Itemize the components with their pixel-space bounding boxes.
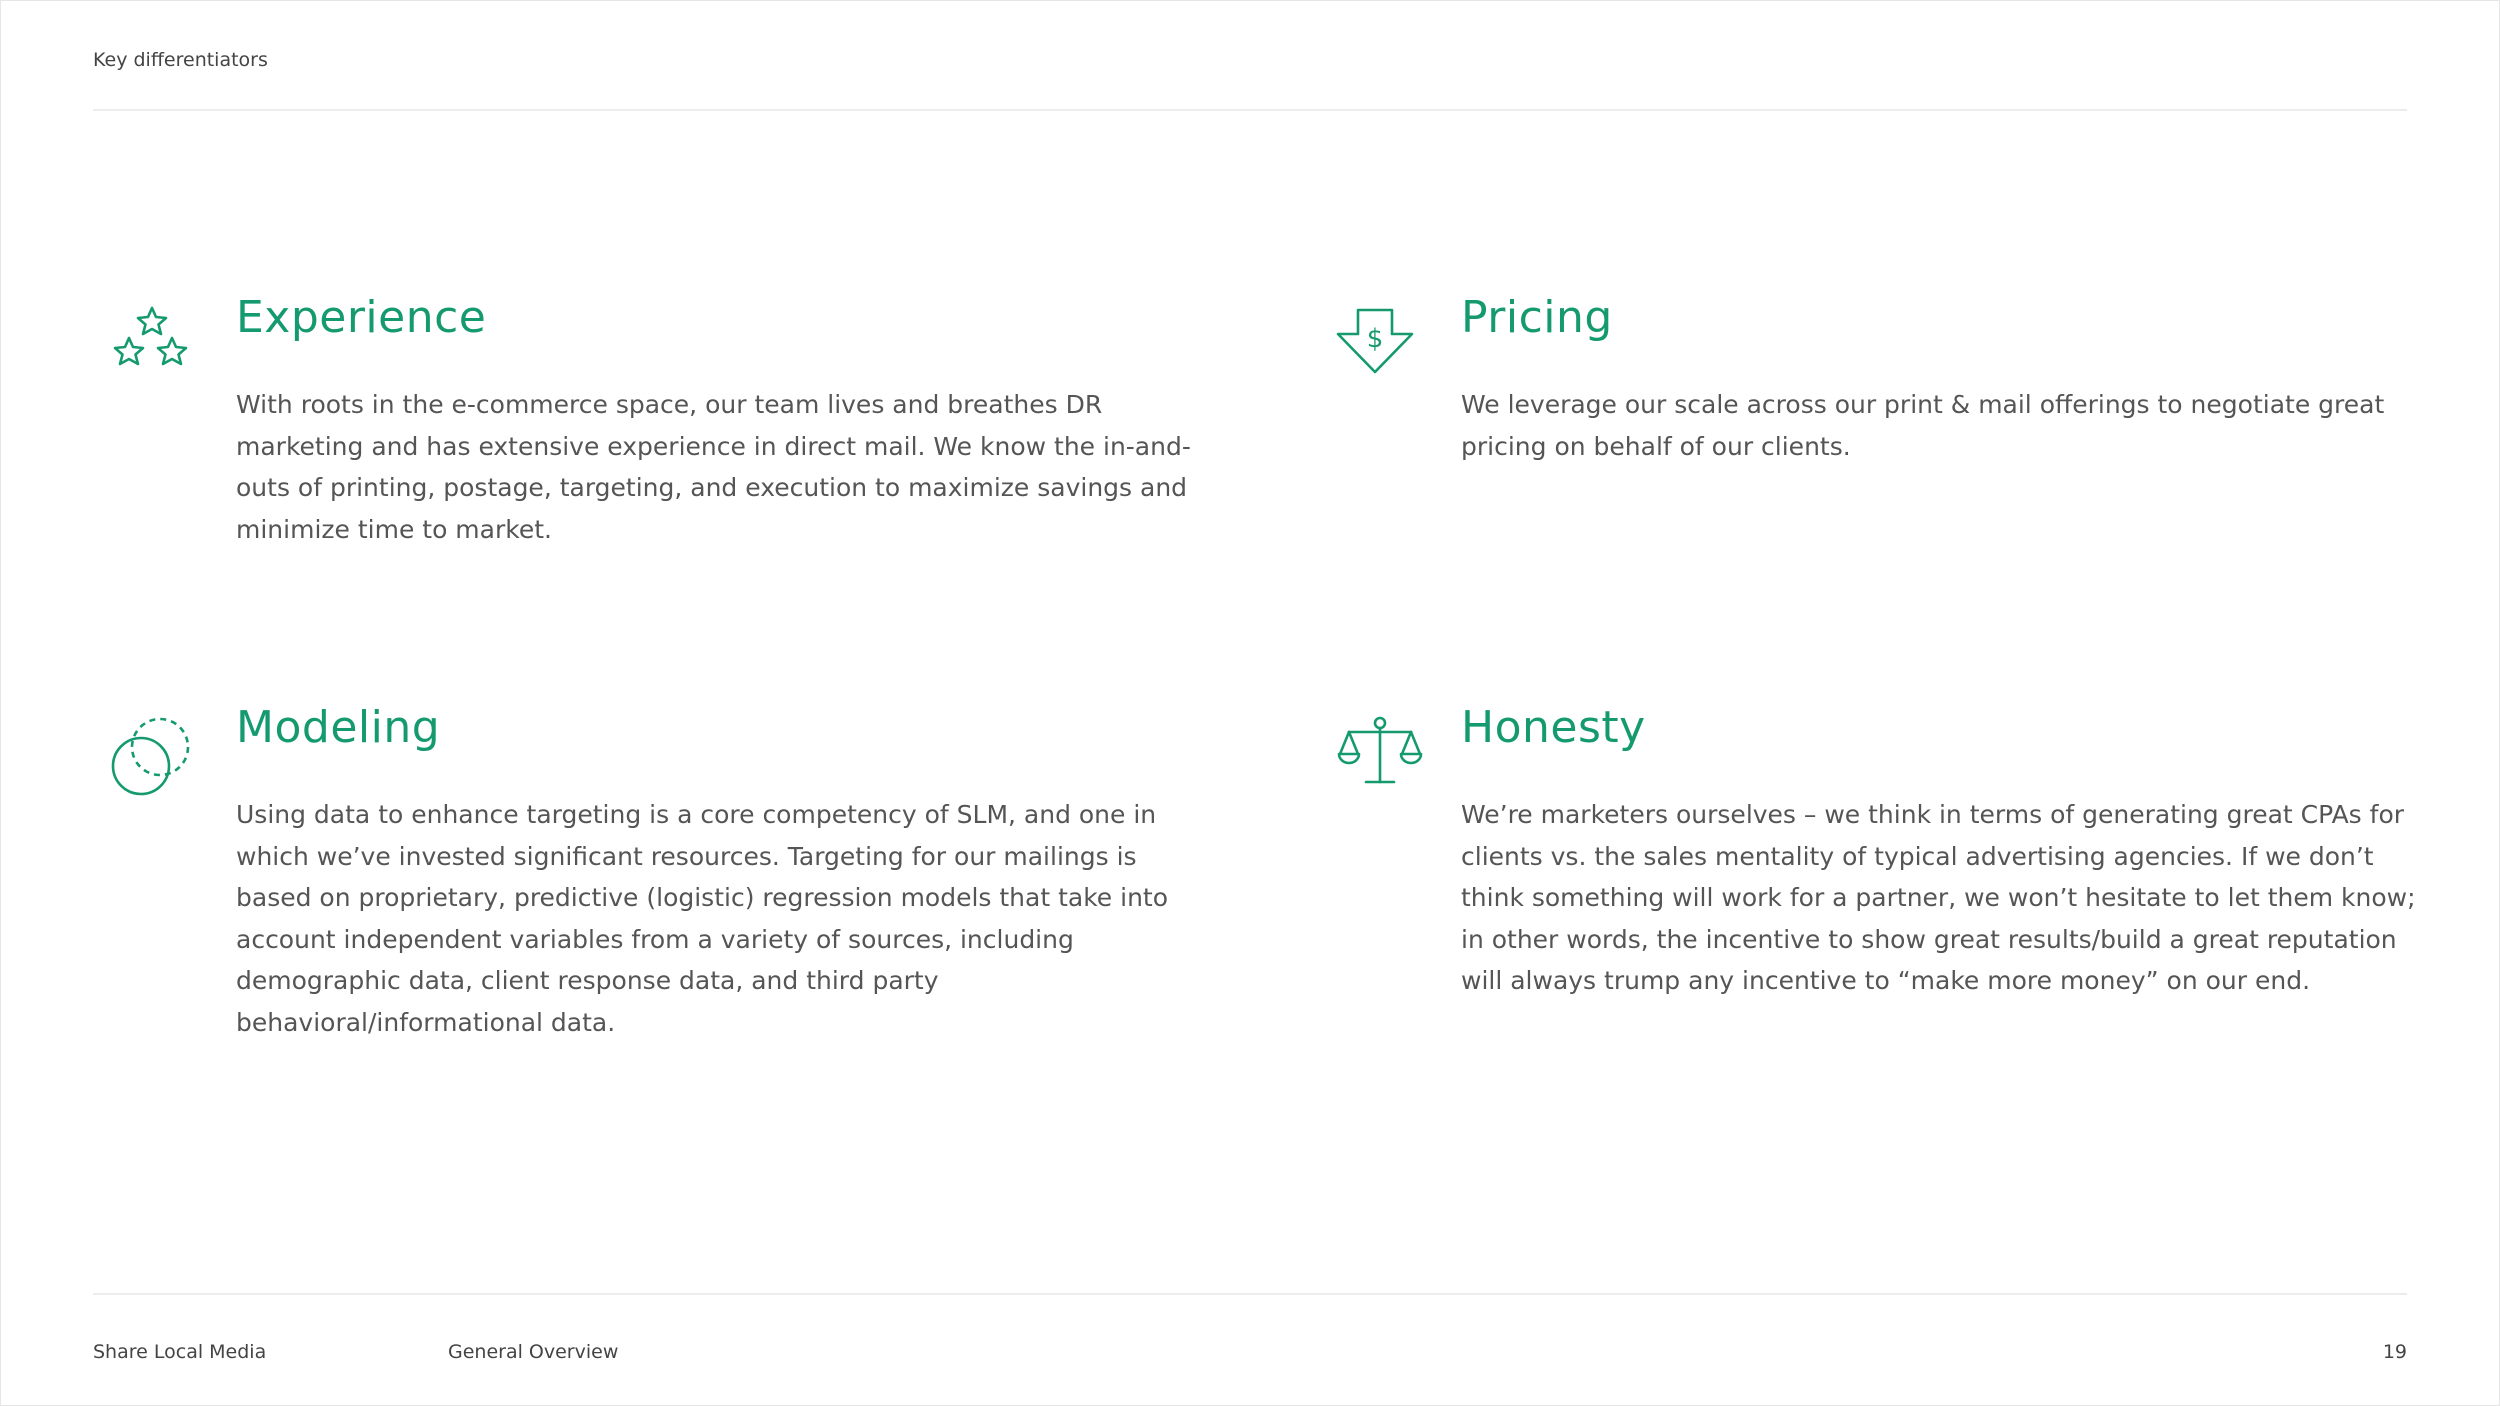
dollar-down-arrow-icon <box>1336 300 1426 390</box>
stars-icon <box>111 300 201 390</box>
section-label: Key differentiators <box>93 49 268 71</box>
card-body: Using data to enhance targeting is a core competency of SLM, and one in which we’ve invested significant resources. Targeting for our mailings is based on proprietary, predictive (logistic) regression models that take into account independent variables from a variety of sources, including demographic data, client response data, and third party behavioral/informational data. <box>236 800 1169 1037</box>
footer-brand: Share Local Media <box>93 1341 267 1363</box>
card-title: Pricing <box>1461 292 1613 343</box>
page-number: 19 <box>2382 1341 2407 1363</box>
card-body: With roots in the e-commerce space, our team lives and breathes DR marketing and has extensive experience in direct mail. We know the in-and-outs of printing, postage, targeting, and execution to maximize savings and minimize time to market. <box>236 390 1191 544</box>
overlapping-circles-icon <box>111 710 201 800</box>
card-title: Honesty <box>1461 702 1646 753</box>
footer-section: General Overview <box>448 1341 619 1363</box>
card-title: Modeling <box>236 702 441 753</box>
card-body: We leverage our scale across our print & mail offerings to negotiate great pricing on behalf of our clients. <box>1461 390 2385 461</box>
card-title: Experience <box>236 292 487 343</box>
header-divider <box>93 109 2407 111</box>
svg-text:$: $ <box>1366 324 1384 354</box>
balance-scale-icon <box>1336 710 1426 800</box>
footer-divider <box>93 1293 2407 1295</box>
card-body: We’re marketers ourselves – we think in terms of generating great CPAs for clients vs. the sales mentality of typical advertising agencies. If we don’t think something will work for a partner, we won’t hesitate to let them know; in other words, the incentive to show great results/build a great reputation will always trump any incentive to “make more money” on our end. <box>1461 800 2416 996</box>
